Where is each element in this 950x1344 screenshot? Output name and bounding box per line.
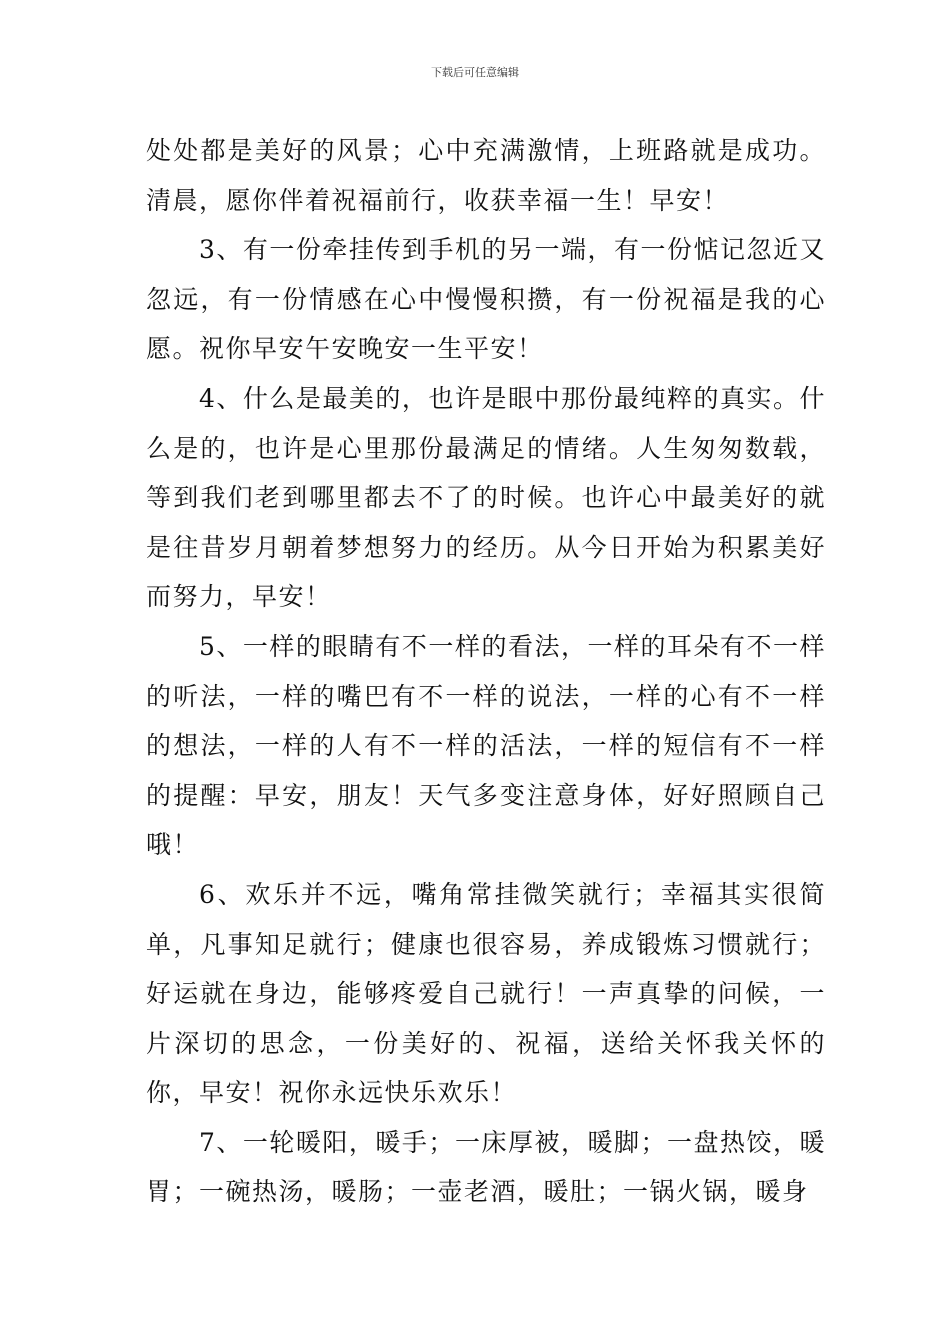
paragraph-6: 6、欢乐并不远，嘴角常挂微笑就行；幸福其实很简单，凡事知足就行；健康也很容易，养成锻炼习惯就行；好运就在身边，能够疼爱自己就行！一声真挚的问候，一片深切的思念，一份美好的、祝福，送给关怀我关怀的你，早安！祝你永远快乐欢乐！ [146,879,826,1108]
page-header-note: 下载后可任意编辑 [431,66,519,79]
paragraph-3: 3、有一份牵挂传到手机的另一端，有一份惦记忽近又忽远，有一份情感在心中慢慢积攒，有一份祝福是我的心愿。祝你早安午安晚安一生平安！ [146,235,826,364]
paragraph-7: 7、一轮暖阳，暖手；一床厚被，暖脚；一盘热饺，暖胃；一碗热汤，暖肠；一壶老酒，暖肚；一锅火锅，暖身 [146,1127,826,1207]
paragraph-5: 5、一样的眼睛有不一样的看法，一样的耳朵有不一样的听法，一样的嘴巴有不一样的说法，一样的心有不一样的想法，一样的人有不一样的活法，一样的短信有不一样的提醒：早安，朋友！天气多变注意身体，好好照顾自己哦！ [146,631,826,860]
paragraph-4: 4、什么是最美的，也许是眼中那份最纯粹的真实。什么是的，也许是心里那份最满足的情绪。人生匆匆数载，等到我们老到哪里都去不了的时候。也许心中最美好的就是往昔岁月朝着梦想努力的经历。从今日开始为积累美好而努力，早安！ [146,383,826,612]
document-body [146,126,826,1217]
paragraph-continued: 处处都是美好的风景；心中充满激情，上班路就是成功。清晨，愿你伴着祝福前行，收获幸福一生！早安！ [146,136,826,215]
